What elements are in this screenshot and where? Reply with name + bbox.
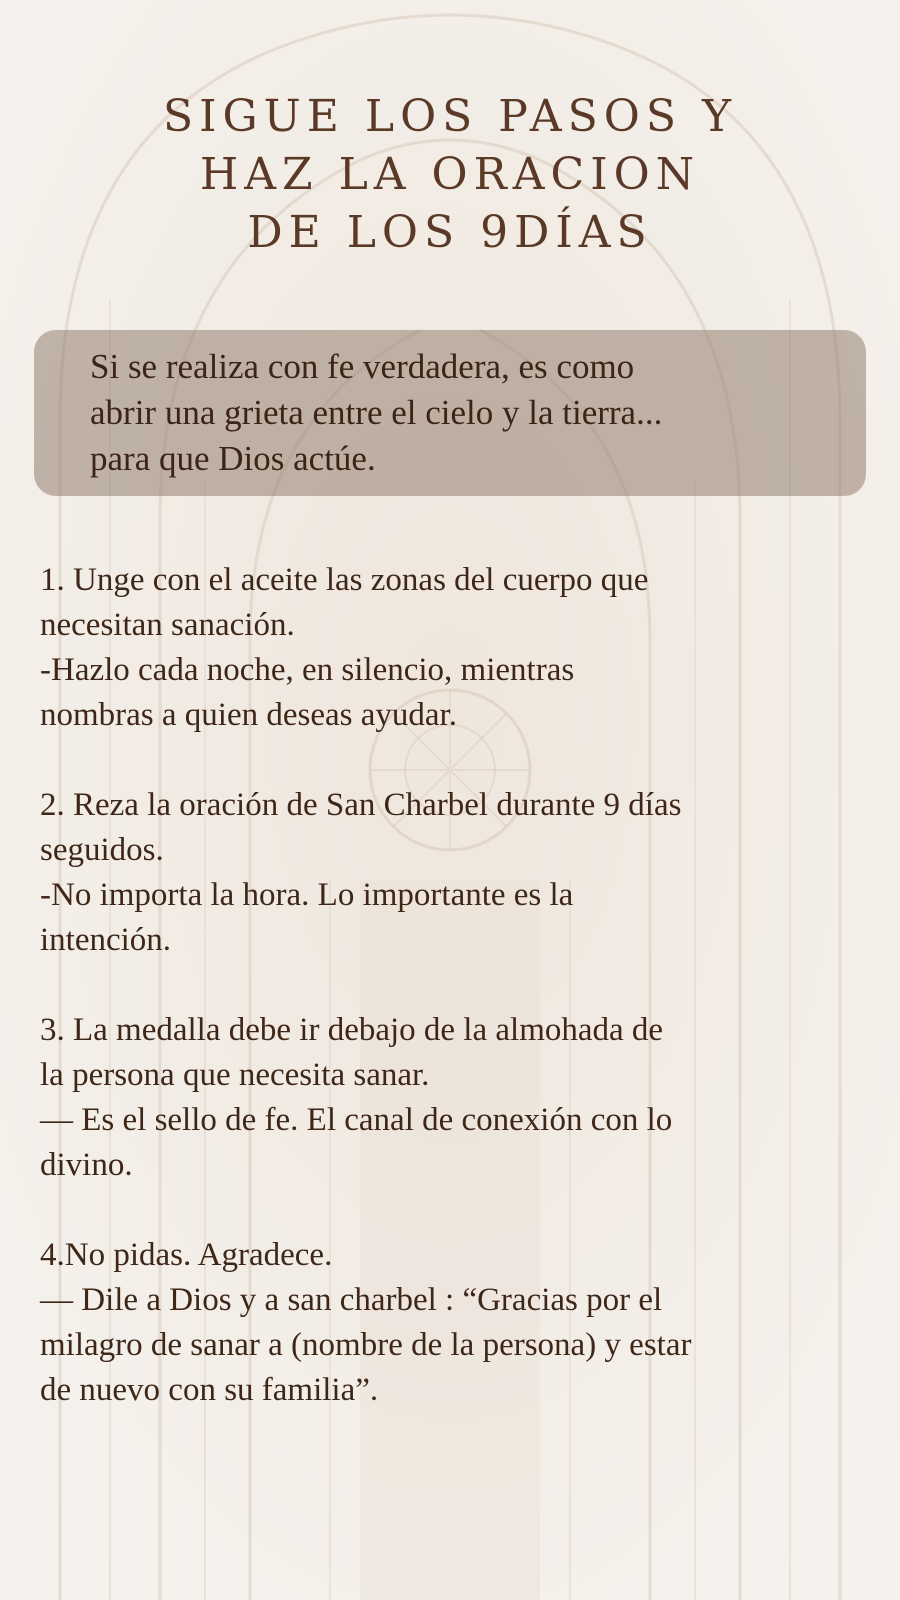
step-line: 3. La medalla debe ir debajo de la almohada de <box>40 1012 664 1048</box>
step-1 <box>40 558 880 738</box>
steps-list <box>40 558 880 1458</box>
step-line: intención. <box>40 922 172 958</box>
step-4 <box>40 1233 880 1413</box>
step-line: la persona que necesita sanar. <box>40 1057 430 1093</box>
step-line: necesitan sanación. <box>40 607 295 643</box>
callout-line: abrir una grieta entre el cielo y la tierra... <box>90 393 663 432</box>
step-3 <box>40 1008 880 1188</box>
callout-line: Si se realiza con fe verdadera, es como <box>90 347 635 386</box>
step-line: 2. Reza la oración de San Charbel durante 9 días <box>40 787 682 823</box>
step-line: — Es el sello de fe. El canal de conexión con lo <box>40 1102 673 1138</box>
step-line: -Hazlo cada noche, en silencio, mientras <box>40 652 575 688</box>
title-line: SIGUE LOS PASOS Y <box>162 91 737 142</box>
step-2 <box>40 783 880 963</box>
step-line: divino. <box>40 1147 133 1183</box>
step-line: nombras a quien deseas ayudar. <box>40 697 457 733</box>
step-line: de nuevo con su familia”. <box>40 1372 379 1408</box>
title-line: DE LOS 9DÍAS <box>247 207 653 258</box>
callout-line: para que Dios actúe. <box>90 439 376 478</box>
step-line: 1. Unge con el aceite las zonas del cuerpo que <box>40 562 649 598</box>
title-line: HAZ LA ORACION <box>199 149 701 200</box>
step-line: — Dile a Dios y a san charbel : “Gracias por el <box>40 1282 663 1318</box>
page-title <box>0 88 900 262</box>
faith-callout-box <box>34 330 866 496</box>
step-line: seguidos. <box>40 832 164 868</box>
step-line: 4.No pidas. Agradece. <box>40 1237 333 1273</box>
step-line: -No importa la hora. Lo importante es la <box>40 877 574 913</box>
step-line: milagro de sanar a (nombre de la persona) y estar <box>40 1327 692 1363</box>
